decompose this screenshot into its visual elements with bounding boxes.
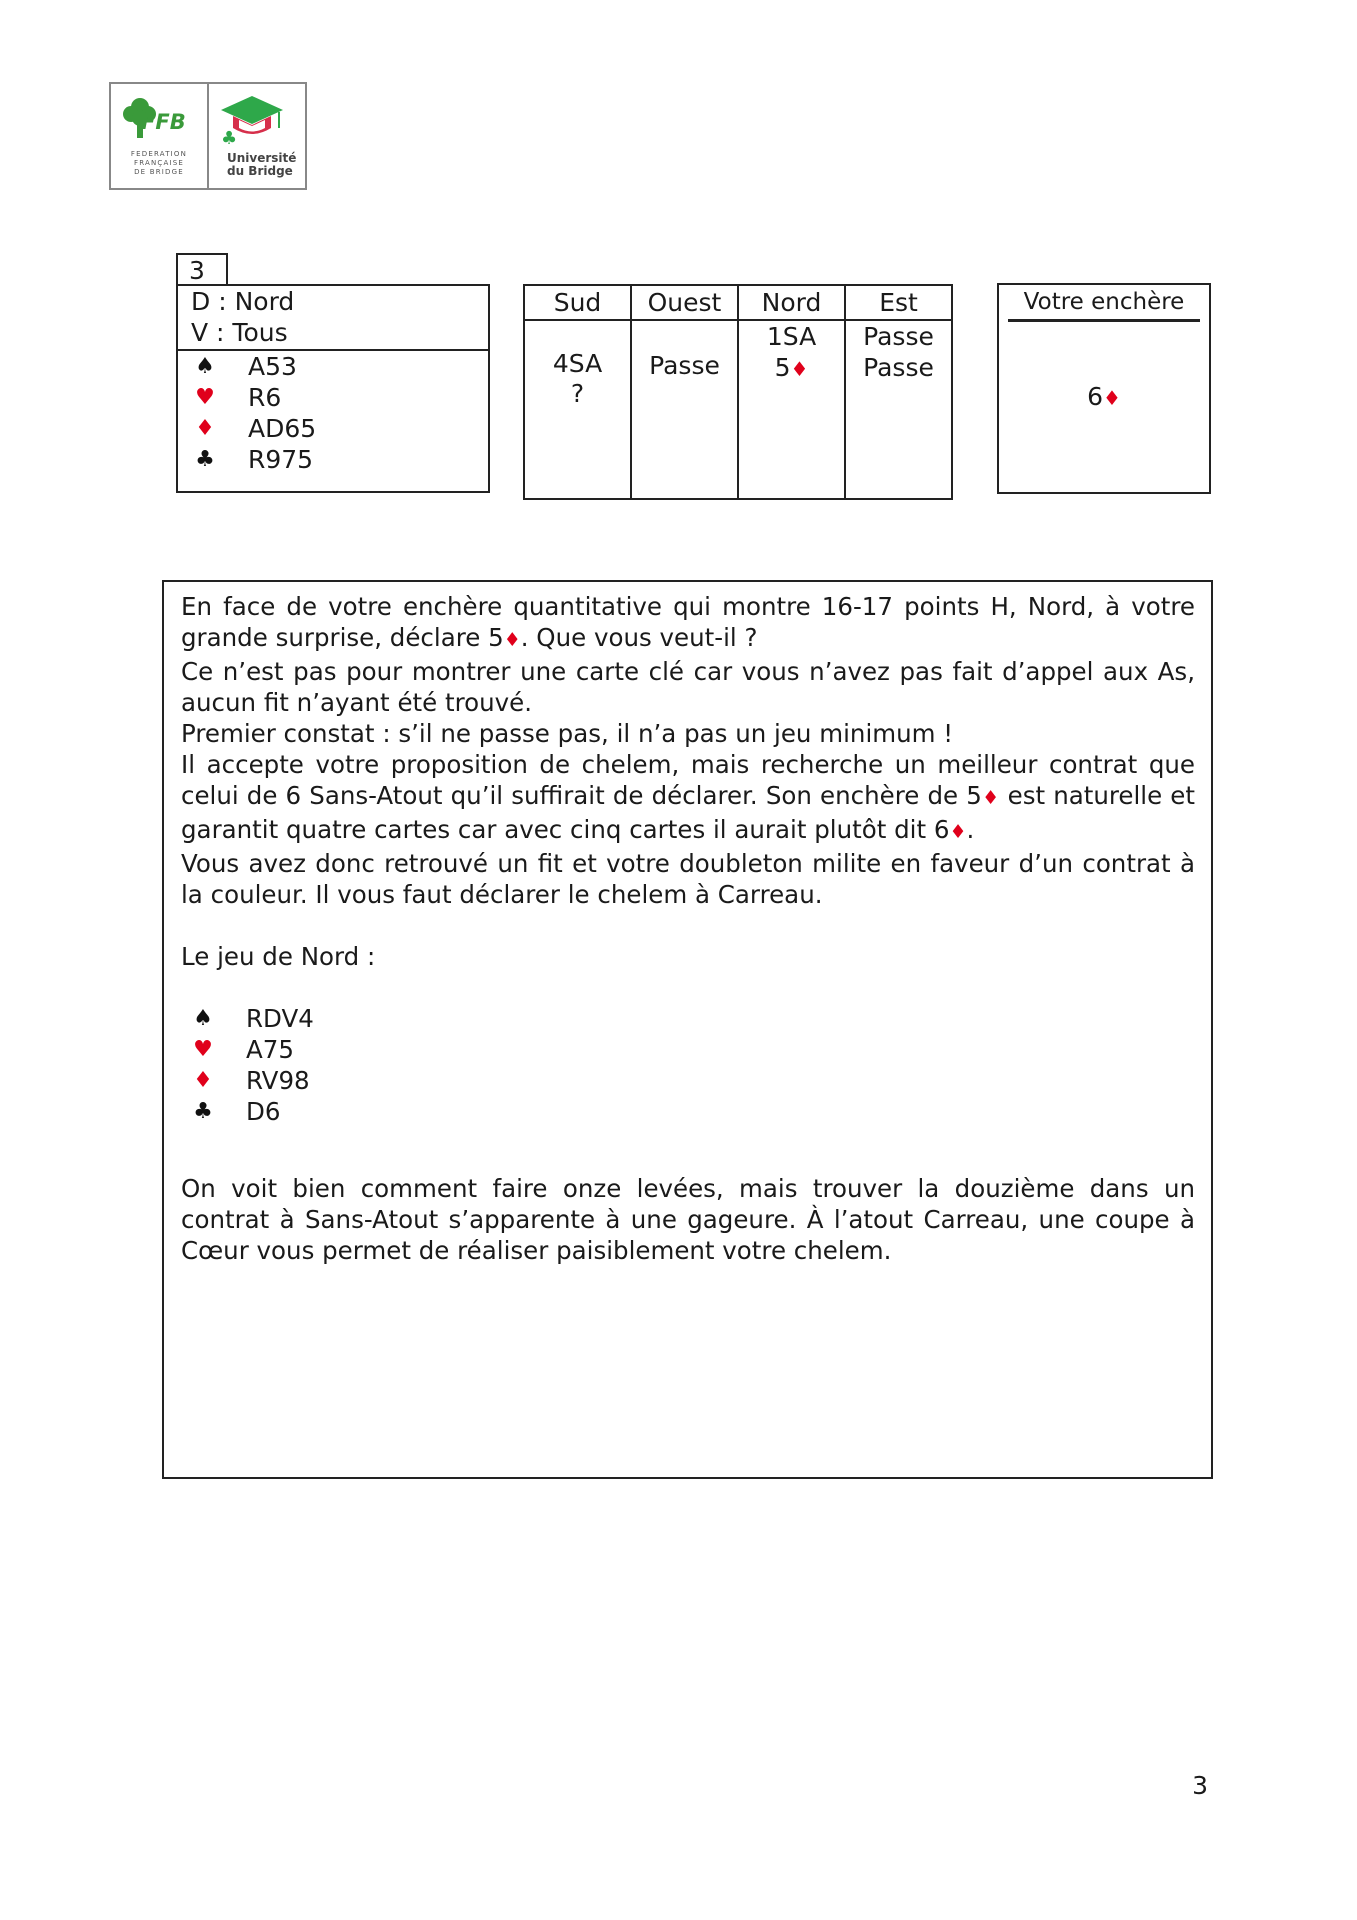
bid-header: Est [846,286,951,321]
ub-wordmark: Université du Bridge [227,151,297,178]
answer-level: 6 [1087,382,1103,411]
bid-header: Ouest [632,286,737,321]
north-hand [181,1003,1195,1127]
ub-logo-right [207,84,305,188]
spade-icon: ♠ [195,354,215,379]
ffb-wordmark: FFB [141,110,186,134]
answer-title: Votre enchère [1023,289,1185,315]
hand-row-spades [181,1003,1195,1034]
club-icon: ♣ [193,1099,213,1124]
paragraph: Ce n’est pas pour montrer une carte clé car vous n’avez pas fait d’appel aux As, aucun fit n’ayant été trouvé. [181,657,1195,717]
bid-header: Sud [525,286,630,321]
hand-row-clubs [181,1096,1195,1127]
bid-cell: 1SA [766,322,817,351]
bid-column-sud [525,286,630,498]
paragraph: Premier constat : s’il ne passe pas, il n’a pas un jeu minimum ! [181,719,954,748]
bid-cell [739,352,844,383]
spade-icon: ♠ [193,1006,213,1031]
club-icon: ♣ [195,447,215,472]
vulnerability: V : Tous [191,318,288,347]
diamond-icon: ♦ [981,787,1000,809]
deal-box [176,284,490,493]
cards: RV98 [246,1066,310,1095]
answer-value [999,382,1209,411]
svg-text:♣: ♣ [221,128,238,146]
bid-column-est [844,286,951,498]
paragraph: En face de votre enchère quantitative qui montre 16-17 points H, Nord, à votre grande surprise, déclare 5♦. Que vous veut-il ? [181,592,1195,652]
diamond-icon: ♦ [193,1068,213,1093]
hand-row-hearts [181,1034,1195,1065]
heart-icon: ♥ [195,385,215,410]
cards: RDV4 [246,1004,314,1033]
answer-box [997,283,1211,494]
hand-row-diamonds [181,1065,1195,1096]
bid-cell: 4SA [552,349,603,378]
bid-level: 5 [774,353,791,382]
dealer: D : Nord [191,287,295,316]
diamond-icon: ♦ [790,357,809,381]
heart-icon: ♥ [193,1037,213,1062]
answer-divider [1008,319,1200,322]
bid-cell [632,321,737,352]
paragraph: On voit bien comment faire onze levées, mais trouver la douzième dans un contrat à Sans-Atout s’apparente à une gageure. À l’atout Carreau, une coupe à Cœur vous permet de réaliser paisiblement votre chelem. [181,1174,1195,1265]
paragraph: Il accepte votre proposition de chelem, mais recherche un meilleur contrat que celui de 6 Sans-Atout qu’il suffirait de déclarer. Son enchère de 5♦ est naturelle et garantit quatre cartes car avec cinq cartes il aurait plutôt dit 6♦. [181,750,1195,844]
bid-cell: ? [570,379,585,408]
bid-column-nord [737,286,844,498]
cards: R6 [248,383,282,412]
hand-row-hearts [178,382,488,413]
graduation-cap-icon [219,94,285,146]
bid-header: Nord [739,286,844,321]
south-hand [178,351,488,475]
ffb-logo-left [111,84,207,188]
diamond-icon: ♦ [1102,386,1121,410]
hand-row-clubs [178,444,488,475]
deal-number: 3 [176,253,228,286]
diamond-icon: ♦ [949,821,967,843]
cards: AD65 [248,414,317,443]
diamond-icon: ♦ [195,416,215,441]
diamond-icon: ♦ [503,629,521,651]
cards: R975 [248,445,314,474]
hand-row-diamonds [178,413,488,444]
page-number: 3 [1192,1771,1208,1800]
bid-cell: Passe [649,351,720,380]
cards: A75 [246,1035,294,1064]
bid-cell: Passe [863,322,934,351]
north-hand-label: Le jeu de Nord : [181,942,376,971]
cards: A53 [248,352,297,381]
ffb-subtitle: FEDERATION FRANÇAISE DE BRIDGE [130,150,188,176]
bidding-table [523,284,953,500]
explanation-box [162,580,1213,1479]
hand-row-spades [178,351,488,382]
deal-meta [178,286,488,351]
bid-column-ouest [630,286,737,498]
paragraph: Vous avez donc retrouvé un fit et votre doubleton milite en faveur d’un contrat à la couleur. Il vous faut déclarer le chelem à Carreau. [181,849,1195,909]
cards: D6 [246,1097,281,1126]
ffb-logo [109,82,307,190]
bid-cell: Passe [863,353,934,382]
